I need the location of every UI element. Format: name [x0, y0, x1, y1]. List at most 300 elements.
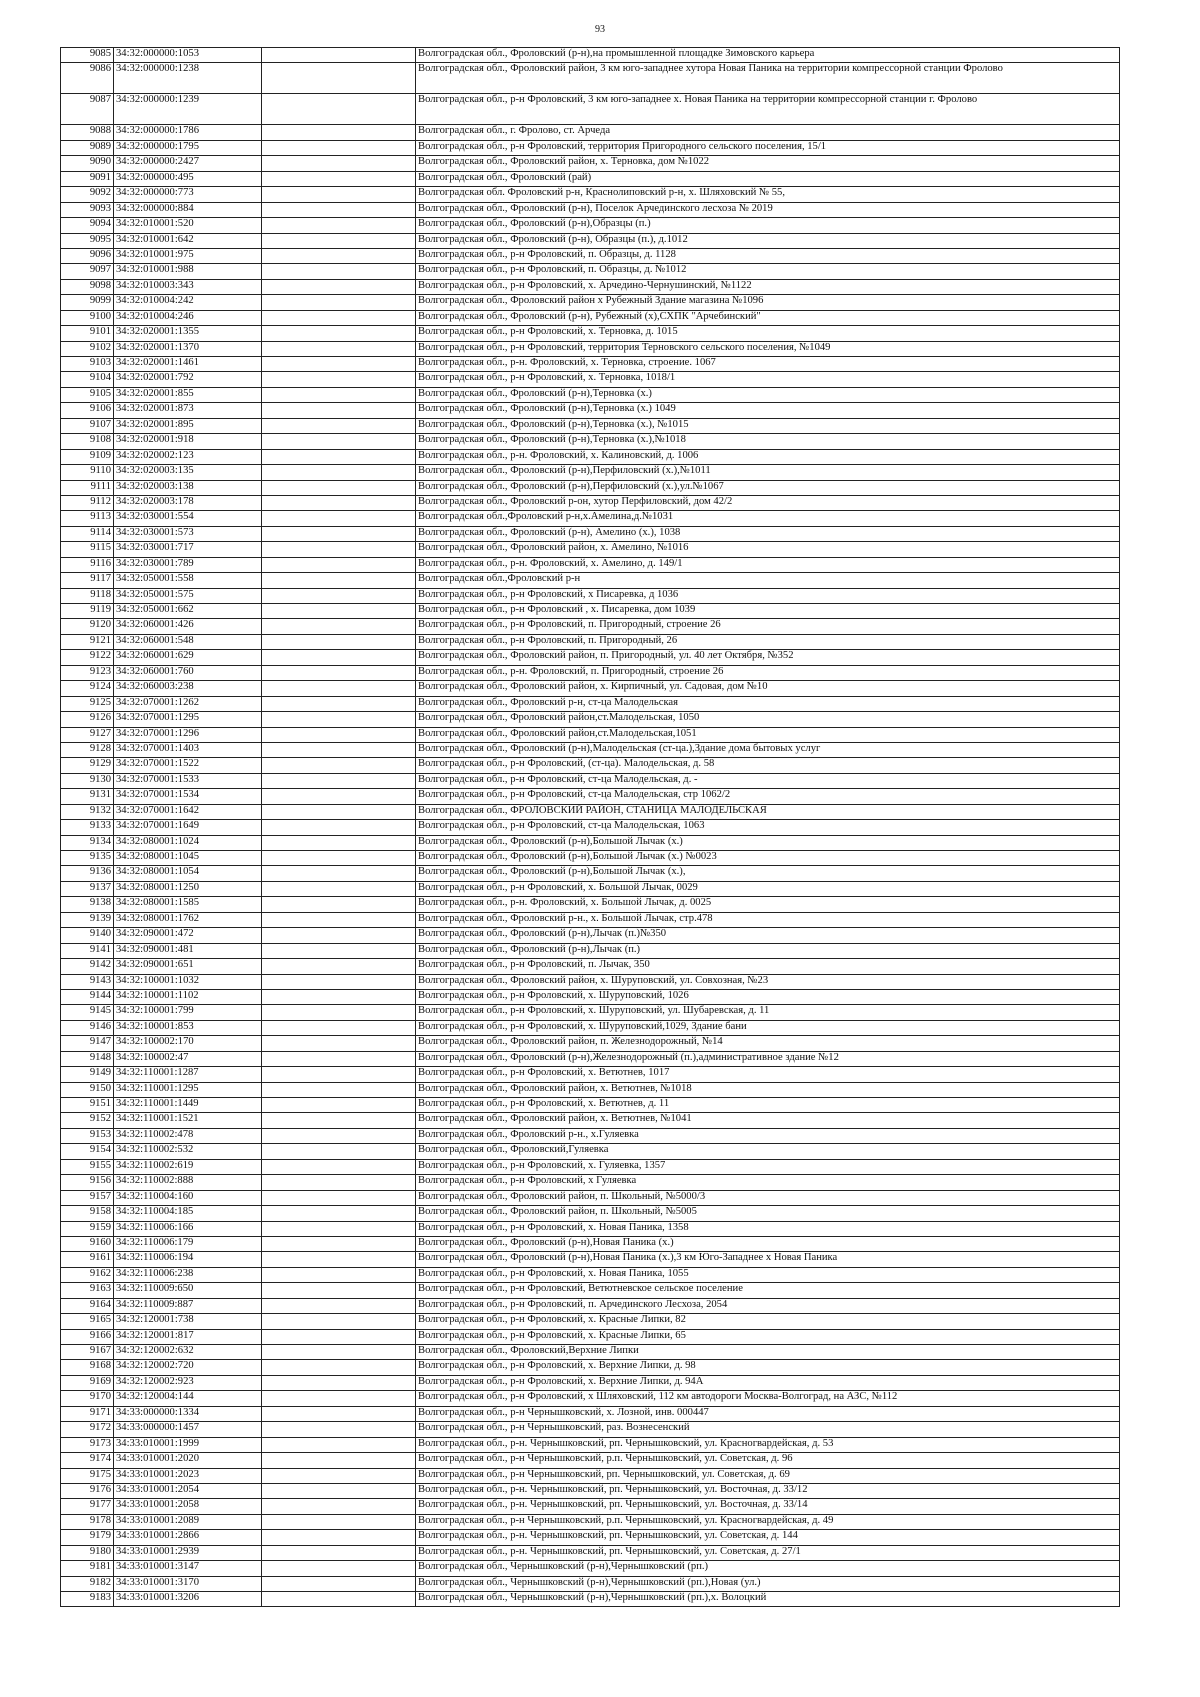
cadastral-number-cell: 34:32:050001:558: [114, 573, 262, 588]
row-number-cell: 9107: [61, 418, 114, 433]
empty-cell: [262, 357, 416, 372]
address-cell: Волгоградская обл., Фроловский район, х. Амелино, №1016: [416, 542, 1120, 557]
empty-cell: [262, 789, 416, 804]
cadastral-number-cell: 34:32:080001:1585: [114, 897, 262, 912]
empty-cell: [262, 279, 416, 294]
row-number-cell: 9125: [61, 696, 114, 711]
row-number-cell: 9109: [61, 449, 114, 464]
table-row: [61, 1082, 1120, 1097]
empty-cell: [262, 1159, 416, 1174]
row-number-cell: 9117: [61, 573, 114, 588]
address-cell: Волгоградская обл., р-н Фроловский, х. Ветютнев, д. 11: [416, 1098, 1120, 1113]
address-cell: Волгоградская обл., р-н Фроловский, х. Красные Липки, 82: [416, 1314, 1120, 1329]
row-number-cell: 9087: [61, 94, 114, 125]
empty-cell: [262, 804, 416, 819]
row-number-cell: 9090: [61, 156, 114, 171]
cadastral-number-cell: 34:32:030001:573: [114, 526, 262, 541]
address-cell: Волгоградская обл., р-н Фроловский, ст-ца Малодельская, 1063: [416, 820, 1120, 835]
table-row: [61, 820, 1120, 835]
table-row: [61, 357, 1120, 372]
empty-cell: [262, 820, 416, 835]
empty-cell: [262, 1020, 416, 1035]
address-cell: Волгоградская обл., Фроловский (р-н),Новая Паника (х.),3 км Юго-Западнее х Новая Паника: [416, 1252, 1120, 1267]
empty-cell: [262, 403, 416, 418]
table-row: [61, 264, 1120, 279]
empty-cell: [262, 1252, 416, 1267]
address-cell: Волгоградская обл., р-н. Фроловский, х. Амелино, д. 149/1: [416, 557, 1120, 572]
address-cell: Волгоградская обл., р-н. Чернышковский, рп. Чернышковский, ул. Советская, д. 27/1: [416, 1545, 1120, 1560]
address-cell: Волгоградская обл., р-н Фроловский, х. Ветютнев, 1017: [416, 1067, 1120, 1082]
row-number-cell: 9088: [61, 125, 114, 140]
address-cell: Волгоградская обл., Фроловский (р-н),Большой Лычак (х.): [416, 835, 1120, 850]
row-number-cell: 9121: [61, 634, 114, 649]
row-number-cell: 9175: [61, 1468, 114, 1483]
row-number-cell: 9126: [61, 712, 114, 727]
address-cell: Волгоградская обл., р-н Фроловский, ст-ца Малодельская, стр 1062/2: [416, 789, 1120, 804]
address-cell: Волгоградская обл., р-н Фроловский, территория Терновского сельского поселения, №1049: [416, 341, 1120, 356]
row-number-cell: 9130: [61, 773, 114, 788]
empty-cell: [262, 1206, 416, 1221]
cadastral-number-cell: 34:32:090001:651: [114, 959, 262, 974]
cadastral-number-cell: 34:32:070001:1534: [114, 789, 262, 804]
empty-cell: [262, 1561, 416, 1576]
address-cell: Волгоградская обл., Фроловский район, х. Кирпичный, ул. Садовая, дом №10: [416, 681, 1120, 696]
address-cell: Волгоградская обл., р-н Фроловский, территория Пригородного сельского поселения, 15/1: [416, 140, 1120, 155]
table-row: [61, 1437, 1120, 1452]
row-number-cell: 9089: [61, 140, 114, 155]
cadastral-number-cell: 34:32:000000:1239: [114, 94, 262, 125]
row-number-cell: 9118: [61, 588, 114, 603]
row-number-cell: 9170: [61, 1391, 114, 1406]
empty-cell: [262, 218, 416, 233]
cadastral-number-cell: 34:32:020002:123: [114, 449, 262, 464]
table-row: [61, 897, 1120, 912]
row-number-cell: 9105: [61, 387, 114, 402]
row-number-cell: 9168: [61, 1360, 114, 1375]
address-cell: Волгоградская обл., р-н Чернышковский, рп. Чернышковский, ул. Советская, д. 69: [416, 1468, 1120, 1483]
row-number-cell: 9178: [61, 1514, 114, 1529]
cadastral-number-cell: 34:32:080001:1024: [114, 835, 262, 850]
cadastral-number-cell: 34:32:100001:799: [114, 1005, 262, 1020]
row-number-cell: 9100: [61, 310, 114, 325]
table-row: [61, 1267, 1120, 1282]
row-number-cell: 9161: [61, 1252, 114, 1267]
table-row: [61, 1236, 1120, 1251]
table-row: [61, 650, 1120, 665]
cadastral-number-cell: 34:32:030001:789: [114, 557, 262, 572]
table-row: [61, 372, 1120, 387]
cadastral-number-cell: 34:32:120001:817: [114, 1329, 262, 1344]
empty-cell: [262, 928, 416, 943]
empty-cell: [262, 835, 416, 850]
address-cell: Волгоградская обл., Фроловский р-н, ст-ца Малодельская: [416, 696, 1120, 711]
address-cell: Волгоградская обл., Фроловский район, х. Шуруповский, ул. Совхозная, №23: [416, 974, 1120, 989]
empty-cell: [262, 1113, 416, 1128]
row-number-cell: 9094: [61, 218, 114, 233]
table-row: [61, 1221, 1120, 1236]
table-row: [61, 1144, 1120, 1159]
cadastral-number-cell: 34:32:110002:888: [114, 1175, 262, 1190]
registry-body: [61, 48, 1120, 1607]
address-cell: Волгоградская обл., ФРОЛОВСКИЙ РАЙОН, СТАНИЦА МАЛОДЕЛЬСКАЯ: [416, 804, 1120, 819]
address-cell: Волгоградская обл., р-н Фроловский, х. Гуляевка, 1357: [416, 1159, 1120, 1174]
table-row: [61, 789, 1120, 804]
row-number-cell: 9166: [61, 1329, 114, 1344]
empty-cell: [262, 1375, 416, 1390]
address-cell: Волгоградская обл., Чернышковский (р-н),Чернышковский (рп.),х. Волоцкий: [416, 1592, 1120, 1607]
address-cell: Волгоградская обл., р-н Фроловский, х. Шуруповский, ул. Шубаревская, д. 11: [416, 1005, 1120, 1020]
table-row: [61, 665, 1120, 680]
address-cell: Волгоградская обл., р-н Фроловский, Ветютневское сельское поселение: [416, 1283, 1120, 1298]
row-number-cell: 9151: [61, 1098, 114, 1113]
address-cell: Волгоградская обл., р-н Фроловский, х. Арчедино-Чернушинский, №1122: [416, 279, 1120, 294]
empty-cell: [262, 341, 416, 356]
address-cell: Волгоградская обл., р-н Фроловский, х. Новая Паника, 1055: [416, 1267, 1120, 1282]
empty-cell: [262, 1437, 416, 1452]
table-row: [61, 465, 1120, 480]
empty-cell: [262, 1483, 416, 1498]
address-cell: Волгоградская обл., Чернышковский (р-н),Чернышковский (рп.): [416, 1561, 1120, 1576]
table-row: [61, 1592, 1120, 1607]
cadastral-number-cell: 34:32:120002:632: [114, 1345, 262, 1360]
cadastral-number-cell: 34:32:110006:238: [114, 1267, 262, 1282]
row-number-cell: 9165: [61, 1314, 114, 1329]
empty-cell: [262, 48, 416, 63]
table-row: [61, 758, 1120, 773]
empty-cell: [262, 63, 416, 94]
address-cell: Волгоградская обл., Фроловский район, х. Ветютнев, №1018: [416, 1082, 1120, 1097]
empty-cell: [262, 156, 416, 171]
empty-cell: [262, 1098, 416, 1113]
row-number-cell: 9142: [61, 959, 114, 974]
row-number-cell: 9182: [61, 1576, 114, 1591]
address-cell: Волгоградская обл., Фроловский район х Рубежный Здание магазина №1096: [416, 295, 1120, 310]
table-row: [61, 202, 1120, 217]
row-number-cell: 9169: [61, 1375, 114, 1390]
cadastral-number-cell: 34:32:010004:246: [114, 310, 262, 325]
cadastral-number-cell: 34:32:110002:619: [114, 1159, 262, 1174]
cadastral-number-cell: 34:32:110006:194: [114, 1252, 262, 1267]
row-number-cell: 9115: [61, 542, 114, 557]
empty-cell: [262, 480, 416, 495]
empty-cell: [262, 1391, 416, 1406]
table-row: [61, 1298, 1120, 1313]
address-cell: Волгоградская обл., р-н Фроловский, х. Верхние Липки, д. 94А: [416, 1375, 1120, 1390]
empty-cell: [262, 588, 416, 603]
address-cell: Волгоградская обл., р-н. Чернышковский, рп. Чернышковский, ул. Восточная, д. 33/12: [416, 1483, 1120, 1498]
empty-cell: [262, 1422, 416, 1437]
row-number-cell: 9136: [61, 866, 114, 881]
address-cell: Волгоградская обл., р-н Фроловский, п. Образцы, д. №1012: [416, 264, 1120, 279]
row-number-cell: 9177: [61, 1499, 114, 1514]
row-number-cell: 9155: [61, 1159, 114, 1174]
table-row: [61, 1375, 1120, 1390]
empty-cell: [262, 1530, 416, 1545]
row-number-cell: 9149: [61, 1067, 114, 1082]
table-row: [61, 727, 1120, 742]
table-row: [61, 573, 1120, 588]
empty-cell: [262, 851, 416, 866]
table-row: [61, 1206, 1120, 1221]
empty-cell: [262, 1236, 416, 1251]
address-cell: Волгоградская обл., р-н Фроловский, х Шляховский, 112 км автодороги Москва-Волгоград, на АЗС, №112: [416, 1391, 1120, 1406]
table-row: [61, 511, 1120, 526]
row-number-cell: 9135: [61, 851, 114, 866]
empty-cell: [262, 1298, 416, 1313]
cadastral-number-cell: 34:32:020001:918: [114, 434, 262, 449]
row-number-cell: 9144: [61, 989, 114, 1004]
row-number-cell: 9159: [61, 1221, 114, 1236]
row-number-cell: 9128: [61, 742, 114, 757]
address-cell: Волгоградская обл., Фроловский (р-н),Перфиловский (х.),№1011: [416, 465, 1120, 480]
empty-cell: [262, 1005, 416, 1020]
address-cell: Волгоградская обл., р-н Фроловский, п. Лычак, 350: [416, 959, 1120, 974]
cadastral-number-cell: 34:33:010001:3206: [114, 1592, 262, 1607]
address-cell: Волгоградская обл., р-н Фроловский, х. Терновка, 1018/1: [416, 372, 1120, 387]
address-cell: Волгоградская обл., Фроловский,Гуляевка: [416, 1144, 1120, 1159]
empty-cell: [262, 1067, 416, 1082]
empty-cell: [262, 773, 416, 788]
table-row: [61, 1190, 1120, 1205]
table-row: [61, 619, 1120, 634]
cadastral-number-cell: 34:32:010001:520: [114, 218, 262, 233]
empty-cell: [262, 1051, 416, 1066]
table-row: [61, 1391, 1120, 1406]
empty-cell: [262, 1406, 416, 1421]
cadastral-number-cell: 34:32:110002:478: [114, 1128, 262, 1143]
row-number-cell: 9106: [61, 403, 114, 418]
row-number-cell: 9101: [61, 326, 114, 341]
page-number: 93: [595, 24, 605, 35]
cadastral-number-cell: 34:32:070001:1642: [114, 804, 262, 819]
empty-cell: [262, 974, 416, 989]
row-number-cell: 9095: [61, 233, 114, 248]
cadastral-number-cell: 34:32:110004:185: [114, 1206, 262, 1221]
cadastral-number-cell: 34:32:120002:923: [114, 1375, 262, 1390]
address-cell: Волгоградская обл., р-н Фроловский, п. Пригородный, 26: [416, 634, 1120, 649]
empty-cell: [262, 295, 416, 310]
table-row: [61, 295, 1120, 310]
table-row: [61, 1113, 1120, 1128]
empty-cell: [262, 959, 416, 974]
cadastral-number-cell: 34:32:020003:178: [114, 495, 262, 510]
empty-cell: [262, 1545, 416, 1560]
property-registry-table: [60, 47, 1120, 1607]
empty-cell: [262, 1283, 416, 1298]
row-number-cell: 9147: [61, 1036, 114, 1051]
address-cell: Волгоградская обл., Фроловский район, 3 км юго-западнее хутора Новая Паника на территории компрессорной станции Фролово: [416, 63, 1120, 94]
address-cell: Волгоградская обл., Фроловский р-н., х. Большой Лычак, стр.478: [416, 912, 1120, 927]
cadastral-number-cell: 34:32:080001:1045: [114, 851, 262, 866]
empty-cell: [262, 758, 416, 773]
row-number-cell: 9183: [61, 1592, 114, 1607]
address-cell: Волгоградская обл., р-н. Чернышковский, рп. Чернышковский, ул. Советская, д. 144: [416, 1530, 1120, 1545]
address-cell: Волгоградская обл., Фроловский (р-н),Большой Лычак (х.) №0023: [416, 851, 1120, 866]
row-number-cell: 9120: [61, 619, 114, 634]
address-cell: Волгоградская обл., р-н. Фроловский, п. Пригородный, строение 26: [416, 665, 1120, 680]
table-row: [61, 557, 1120, 572]
empty-cell: [262, 665, 416, 680]
table-row: [61, 881, 1120, 896]
row-number-cell: 9086: [61, 63, 114, 94]
empty-cell: [262, 712, 416, 727]
address-cell: Волгоградская обл., р-н Фроловский, х. Верхние Липки, д. 98: [416, 1360, 1120, 1375]
cadastral-number-cell: 34:32:070001:1403: [114, 742, 262, 757]
table-row: [61, 974, 1120, 989]
row-number-cell: 9176: [61, 1483, 114, 1498]
empty-cell: [262, 1514, 416, 1529]
table-row: [61, 1499, 1120, 1514]
cadastral-number-cell: 34:32:060001:629: [114, 650, 262, 665]
cadastral-number-cell: 34:33:000000:1334: [114, 1406, 262, 1421]
address-cell: Волгоградская обл., р-н Чернышковский, р.п. Чернышковский, ул. Красногвардейская, д. 49: [416, 1514, 1120, 1529]
address-cell: Волгоградская обл., Фроловский (р-н),Лычак (п.): [416, 943, 1120, 958]
empty-cell: [262, 1190, 416, 1205]
cadastral-number-cell: 34:32:080001:1054: [114, 866, 262, 881]
table-row: [61, 480, 1120, 495]
cadastral-number-cell: 34:32:110004:160: [114, 1190, 262, 1205]
address-cell: Волгоградская обл., Фроловский (р-н),Новая Паника (х.): [416, 1236, 1120, 1251]
address-cell: Волгоградская обл., р-н Чернышковский, х. Лозной, инв. 000447: [416, 1406, 1120, 1421]
empty-cell: [262, 681, 416, 696]
cadastral-number-cell: 34:32:080001:1250: [114, 881, 262, 896]
row-number-cell: 9139: [61, 912, 114, 927]
cadastral-number-cell: 34:33:010001:3147: [114, 1561, 262, 1576]
table-row: [61, 1514, 1120, 1529]
row-number-cell: 9172: [61, 1422, 114, 1437]
empty-cell: [262, 1128, 416, 1143]
cadastral-number-cell: 34:32:110001:1449: [114, 1098, 262, 1113]
table-row: [61, 1128, 1120, 1143]
table-row: [61, 1530, 1120, 1545]
row-number-cell: 9158: [61, 1206, 114, 1221]
cadastral-number-cell: 34:32:050001:662: [114, 604, 262, 619]
cadastral-number-cell: 34:33:010001:2058: [114, 1499, 262, 1514]
cadastral-number-cell: 34:32:000000:2427: [114, 156, 262, 171]
row-number-cell: 9131: [61, 789, 114, 804]
row-number-cell: 9140: [61, 928, 114, 943]
table-row: [61, 434, 1120, 449]
address-cell: Волгоградская обл., Фроловский,Верхние Липки: [416, 1345, 1120, 1360]
row-number-cell: 9156: [61, 1175, 114, 1190]
empty-cell: [262, 171, 416, 186]
cadastral-number-cell: 34:32:010001:988: [114, 264, 262, 279]
table-row: [61, 403, 1120, 418]
cadastral-number-cell: 34:32:120001:738: [114, 1314, 262, 1329]
cadastral-number-cell: 34:32:010001:642: [114, 233, 262, 248]
address-cell: Волгоградская обл., р-н Фроловский, х. Шуруповский, 1026: [416, 989, 1120, 1004]
table-row: [61, 1067, 1120, 1082]
table-row: [61, 928, 1120, 943]
row-number-cell: 9174: [61, 1453, 114, 1468]
table-row: [61, 1036, 1120, 1051]
table-row: [61, 48, 1120, 63]
row-number-cell: 9160: [61, 1236, 114, 1251]
empty-cell: [262, 1082, 416, 1097]
row-number-cell: 9141: [61, 943, 114, 958]
cadastral-number-cell: 34:32:010004:242: [114, 295, 262, 310]
cadastral-number-cell: 34:32:020003:135: [114, 465, 262, 480]
address-cell: Волгоградская обл., р-н Фроловский, х. Большой Лычак, 0029: [416, 881, 1120, 896]
cadastral-number-cell: 34:32:020001:1355: [114, 326, 262, 341]
table-row: [61, 187, 1120, 202]
cadastral-number-cell: 34:32:110006:166: [114, 1221, 262, 1236]
cadastral-number-cell: 34:32:020001:873: [114, 403, 262, 418]
table-row: [61, 604, 1120, 619]
row-number-cell: 9145: [61, 1005, 114, 1020]
table-row: [61, 341, 1120, 356]
address-cell: Волгоградская обл., Фроловский район,ст.Малодельская,1051: [416, 727, 1120, 742]
cadastral-number-cell: 34:32:060001:426: [114, 619, 262, 634]
empty-cell: [262, 1468, 416, 1483]
empty-cell: [262, 187, 416, 202]
cadastral-number-cell: 34:32:060001:760: [114, 665, 262, 680]
row-number-cell: 9181: [61, 1561, 114, 1576]
empty-cell: [262, 650, 416, 665]
table-row: [61, 1468, 1120, 1483]
cadastral-number-cell: 34:32:100001:853: [114, 1020, 262, 1035]
empty-cell: [262, 310, 416, 325]
row-number-cell: 9092: [61, 187, 114, 202]
table-row: [61, 1545, 1120, 1560]
cadastral-number-cell: 34:32:020001:895: [114, 418, 262, 433]
row-number-cell: 9122: [61, 650, 114, 665]
address-cell: Волгоградская обл., Фроловский (р-н),Перфиловский (х.),ул.№1067: [416, 480, 1120, 495]
row-number-cell: 9153: [61, 1128, 114, 1143]
address-cell: Волгоградская обл., Фроловский район, х. Ветютнев, №1041: [416, 1113, 1120, 1128]
address-cell: Волгоградская обл., Чернышковский (р-н),Чернышковский (рп.),Новая (ул.): [416, 1576, 1120, 1591]
address-cell: Волгоградская обл., Фроловский (р-н), Образцы (п.), д.1012: [416, 233, 1120, 248]
row-number-cell: 9114: [61, 526, 114, 541]
empty-cell: [262, 1175, 416, 1190]
row-number-cell: 9167: [61, 1345, 114, 1360]
address-cell: Волгоградская обл., р-н Фроловский, х. Шуруповский,1029, Здание бани: [416, 1020, 1120, 1035]
address-cell: Волгоградская обл., Фроловский (рай): [416, 171, 1120, 186]
table-row: [61, 943, 1120, 958]
cadastral-number-cell: 34:33:000000:1457: [114, 1422, 262, 1437]
table-row: [61, 1576, 1120, 1591]
empty-cell: [262, 573, 416, 588]
empty-cell: [262, 1329, 416, 1344]
cadastral-number-cell: 34:32:070001:1296: [114, 727, 262, 742]
empty-cell: [262, 248, 416, 263]
table-row: [61, 851, 1120, 866]
address-cell: Волгоградская обл., Фроловский (р-н), Рубежный (х),СХПК "Арчебинский": [416, 310, 1120, 325]
row-number-cell: 9123: [61, 665, 114, 680]
cadastral-number-cell: 34:32:000000:773: [114, 187, 262, 202]
row-number-cell: 9164: [61, 1298, 114, 1313]
row-number-cell: 9119: [61, 604, 114, 619]
row-number-cell: 9180: [61, 1545, 114, 1560]
table-row: [61, 542, 1120, 557]
row-number-cell: 9124: [61, 681, 114, 696]
table-row: [61, 588, 1120, 603]
row-number-cell: 9127: [61, 727, 114, 742]
address-cell: Волгоградская обл., р-н. Чернышковский, рп. Чернышковский, ул. Восточная, д. 33/14: [416, 1499, 1120, 1514]
row-number-cell: 9104: [61, 372, 114, 387]
address-cell: Волгоградская обл., Фроловский (р-н), Амелино (х.), 1038: [416, 526, 1120, 541]
cadastral-number-cell: 34:32:110001:1521: [114, 1113, 262, 1128]
table-row: [61, 418, 1120, 433]
row-number-cell: 9102: [61, 341, 114, 356]
table-row: [61, 959, 1120, 974]
address-cell: Волгоградская обл., р-н Фроловский, п. Арчединского Лесхоза, 2054: [416, 1298, 1120, 1313]
cadastral-number-cell: 34:32:110009:887: [114, 1298, 262, 1313]
row-number-cell: 9133: [61, 820, 114, 835]
row-number-cell: 9171: [61, 1406, 114, 1421]
cadastral-number-cell: 34:32:120002:720: [114, 1360, 262, 1375]
empty-cell: [262, 526, 416, 541]
